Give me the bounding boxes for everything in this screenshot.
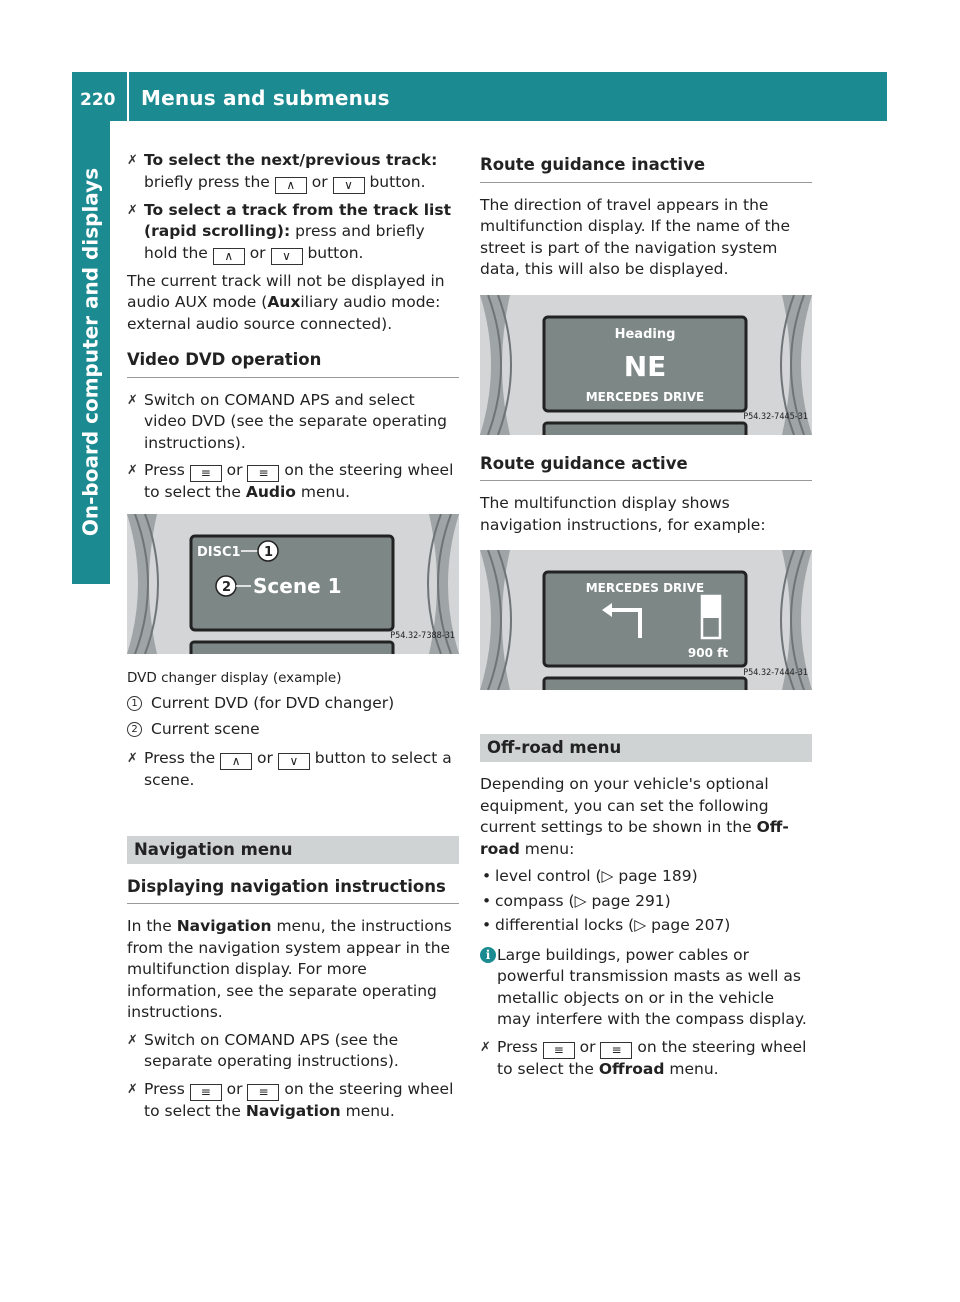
up-arrow-button-icon: ∧ bbox=[213, 248, 245, 265]
legend-item: 2 Current scene bbox=[127, 719, 459, 741]
instruction-track-list: ✗ To select a track from the track list (rapid scrolling): press and briefly hold the ∧ or ∨ button. bbox=[127, 200, 451, 263]
arrow-bullet-icon: ✗ bbox=[127, 1032, 138, 1048]
arrow-bullet-icon: ✗ bbox=[127, 1081, 138, 1097]
instruction-select-navigation: ✗ Press ≡ or ≡ on the steering wheel to select the Navigation menu. bbox=[127, 1079, 454, 1120]
street-name: MERCEDES DRIVE bbox=[585, 389, 705, 404]
page-ref-arrow-icon: ▷ bbox=[574, 891, 587, 910]
callout-number: 2 bbox=[127, 722, 142, 737]
menu-back-button-icon: ≡ bbox=[543, 1042, 575, 1059]
aux-note: The current track will not be displayed in audio AUX mode (Auxiliary audio mode: external audio source connected). bbox=[127, 271, 445, 333]
route-guidance-active-paragraph: The multifunction display shows navigation instructions, for example: bbox=[480, 494, 766, 534]
callout-1: 1 bbox=[264, 544, 274, 560]
page-number: 220 bbox=[80, 90, 116, 110]
route-guidance-inactive-paragraph: The direction of travel appears in the multifunction display. If the name of the street is part of the navigation system data, this will also be displayed. bbox=[480, 195, 791, 278]
instruction-switch-on-video: ✗ Switch on COMAND APS and select video DVD (see the separate operating instructions). bbox=[127, 390, 448, 452]
legend-item: 1 Current DVD (for DVD changer) bbox=[127, 693, 459, 715]
off-road-menu-bar: Off-road menu bbox=[480, 734, 812, 762]
arrow-bullet-icon: ✗ bbox=[127, 202, 138, 218]
menu-back-button-icon: ≡ bbox=[190, 465, 222, 482]
navigation-instructions-heading: Displaying navigation instructions bbox=[127, 876, 459, 905]
info-icon: i bbox=[480, 947, 496, 963]
down-arrow-button-icon: ∨ bbox=[271, 248, 303, 265]
route-guidance-active-heading: Route guidance active bbox=[480, 453, 812, 482]
page-ref-arrow-icon: ▷ bbox=[601, 867, 614, 885]
dvd-changer-display-figure bbox=[127, 514, 459, 654]
menu-forward-button-icon: ≡ bbox=[247, 465, 279, 482]
instruction-select-offroad: ✗ Press ≡ or ≡ on the steering wheel to select the Offroad menu. bbox=[480, 1037, 807, 1078]
menu-forward-button-icon: ≡ bbox=[247, 1084, 279, 1101]
heading-value: NE bbox=[623, 349, 667, 383]
menu-forward-button-icon: ≡ bbox=[600, 1042, 632, 1059]
arrow-bullet-icon: ✗ bbox=[127, 392, 138, 408]
list-item: • differential locks (▷ page 207) bbox=[482, 916, 731, 934]
figure-id: P54.32-7445-31 bbox=[743, 412, 808, 422]
heading-label: Heading bbox=[614, 326, 676, 342]
disc-label: DISC1 bbox=[197, 544, 241, 560]
callout-number: 1 bbox=[127, 696, 142, 711]
list-item: • level control (▷ page 189) bbox=[482, 867, 698, 885]
up-arrow-button-icon: ∧ bbox=[220, 753, 252, 770]
distance-value: 900 ft bbox=[687, 646, 729, 660]
navigation-instruction-figure bbox=[480, 550, 812, 690]
list-item: • compass (▷ page 291) bbox=[482, 891, 671, 910]
figure-id: P54.32-7388-31 bbox=[390, 631, 455, 641]
down-arrow-button-icon: ∨ bbox=[333, 177, 365, 194]
info-note: i Large buildings, power cables or powerful transmission masts as well as metallic objects on or in the vehicle may interfere with the compass display. bbox=[480, 945, 812, 1031]
arrow-bullet-icon: ✗ bbox=[127, 463, 138, 478]
page-ref-arrow-icon: ▷ bbox=[634, 916, 647, 934]
instruction-switch-on-comand: ✗ Switch on COMAND APS (see the separate operating instructions). bbox=[127, 1030, 399, 1070]
right-column bbox=[480, 150, 812, 1086]
street-name: MERCEDES DRIVE bbox=[585, 581, 705, 595]
figure-id: P54.32-7444-31 bbox=[743, 667, 808, 678]
down-arrow-button-icon: ∨ bbox=[278, 753, 310, 770]
up-arrow-button-icon: ∧ bbox=[275, 177, 307, 194]
arrow-bullet-icon: ✗ bbox=[127, 751, 138, 766]
arrow-bullet-icon: ✗ bbox=[127, 153, 138, 168]
instruction-select-scene: ✗ Press the ∧ or ∨ button to select a scene. bbox=[127, 749, 452, 789]
navigation-menu-bar: Navigation menu bbox=[127, 836, 459, 864]
scene-label: Scene 1 bbox=[253, 573, 342, 598]
video-dvd-heading: Video DVD operation bbox=[127, 349, 459, 378]
side-tab-label: On-board computer and displays bbox=[78, 167, 103, 537]
instruction-select-audio: ✗ Press ≡ or ≡ on the steering wheel to select the Audio menu. bbox=[127, 461, 454, 501]
page-title: Menus and submenus bbox=[141, 86, 390, 110]
navigation-paragraph: In the Navigation menu, the instructions from the navigation system appear in the multifunction display. For more information, see the separate operating instructions. bbox=[127, 917, 452, 1021]
menu-back-button-icon: ≡ bbox=[190, 1084, 222, 1101]
instruction-next-previous: ✗ To select the next/previous track: briefly press the ∧ or ∨ button. bbox=[127, 151, 438, 192]
route-guidance-inactive-heading: Route guidance inactive bbox=[480, 154, 812, 183]
arrow-bullet-icon: ✗ bbox=[480, 1039, 491, 1055]
callout-2: 2 bbox=[222, 579, 232, 595]
off-road-paragraph: Depending on your vehicle's optional equipment, you can set the following current settings to be shown in the Off-road menu: bbox=[480, 775, 789, 858]
heading-display-figure bbox=[480, 295, 812, 435]
figure-caption: DVD changer display (example) bbox=[127, 669, 342, 686]
header-divider bbox=[127, 72, 129, 121]
left-column bbox=[127, 150, 459, 1128]
